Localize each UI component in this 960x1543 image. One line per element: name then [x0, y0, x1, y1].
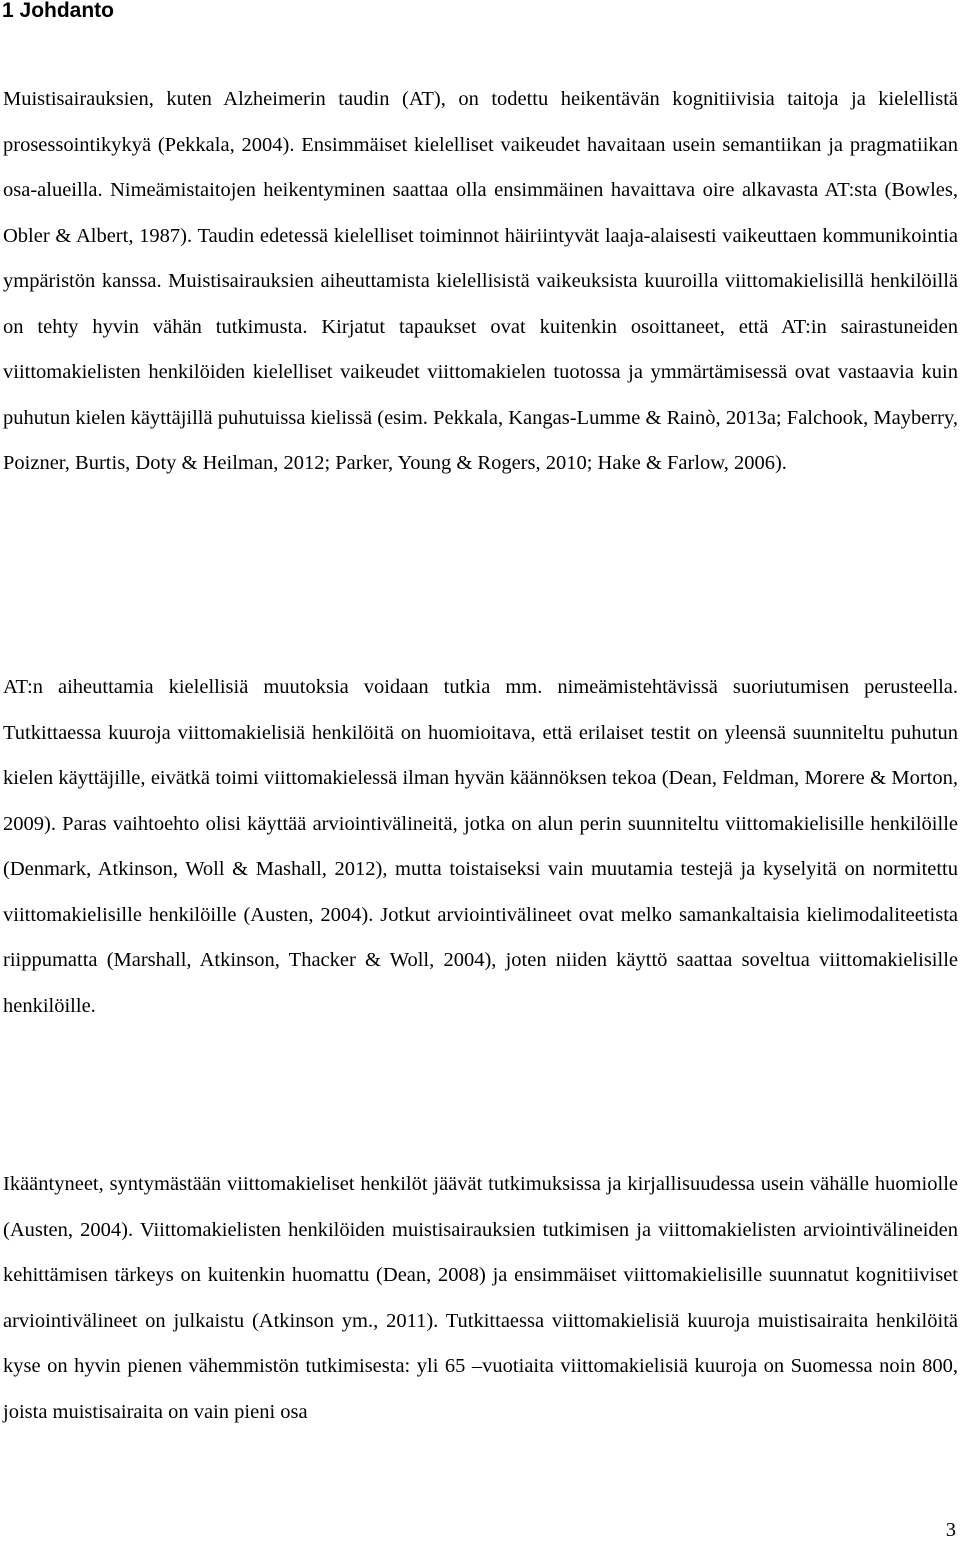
- page-number: 3: [945, 1519, 956, 1541]
- section-heading: 1 Johdanto: [2, 0, 115, 22]
- paragraph-3: Ikääntyneet, syntymästään viittomakieliset henkilöt jäävät tutkimuksissa ja kirjallisuudessa usein vähälle huomiolle (Austen, 2004). Viittomakielisten henkilöiden muistisairauksien tutkimisen ja viittomakielisten arviointivälineiden kehittämisen tärkeys on kuitenkin huomattu (Dean, 2008) ja ensimmäiset viittomakielisille suunnatut kognitiiviset arviointivälineet on julkaistu (Atkinson ym., 2011). Tutkittaessa viittomakielisiä kuuroja muistisairaita henkilöitä kyse on hyvin pienen vähemmistön tutkimisesta: yli 65 –vuotiaita viittomakielisiä kuuroja on Suomessa noin 800, joista muistisairaita on vain pieni osa: [3, 1173, 958, 1423]
- paragraph-2: AT:n aiheuttamia kielellisiä muutoksia voidaan tutkia mm. nimeämistehtävissä suoriutumisen perusteella. Tutkittaessa kuuroja viittomakielisiä henkilöitä on huomioitava, että erilaiset testit on yleensä suunniteltu puhutun kielen käyttäjille, eivätkä toimi viittomakielessä ilman hyvän käännöksen tekoa (Dean, Feldman, Morere & Morton, 2009). Paras vaihtoehto olisi käyttää arviointivälineitä, jotka on alun perin suunniteltu viittomakielisille henkilöille (Denmark, Atkinson, Woll & Mashall, 2012), mutta toistaiseksi vain muutamia testejä ja kyselyitä on normitettu viittomakielisille henkilöille (Austen, 2004). Jotkut arviointivälineet ovat melko samankaltaisia kielimodaliteetista riippumatta (Marshall, Atkinson, Thacker & Woll, 2004), joten niiden käyttö saattaa soveltua viittomakielisille henkilöille.: [3, 676, 958, 1017]
- paragraph-1: Muistisairauksien, kuten Alzheimerin taudin (AT), on todettu heikentävän kognitiivisia taitoja ja kielellistä prosessointikykyä (Pekkala, 2004). Ensimmäiset kielelliset vaikeudet havaitaan usein semantiikan ja pragmatiikan osa-alueilla. Nimeämistaitojen heikentyminen saattaa olla ensimmäinen havaittava oire alkavasta AT:sta (Bowles, Obler & Albert, 1987). Taudin edetessä kielelliset toiminnot häiriintyvät laaja-alaisesti vaikeuttaen kommunikointia ympäristön kanssa. Muistisairauksien aiheuttamista kielellisistä vaikeuksista kuuroilla viittomakielisillä henkilöillä on tehty hyvin vähän tutkimusta. Kirjatut tapaukset ovat kuitenkin osoittaneet, että AT:in sairastuneiden viittomakielisten henkilöiden kielelliset vaikeudet viittomakielen tuotossa ja ymmärtämisessä ovat vastaavia kuin puhutun kielen käyttäjillä puhutuissa kielissä (esim. Pekkala, Kangas-Lumme & Rainò, 2013a; Falchook, Mayberry, Poizner, Burtis, Doty & Heilman, 2012; Parker, Young & Rogers, 2010; Hake & Farlow, 2006).: [3, 88, 958, 474]
